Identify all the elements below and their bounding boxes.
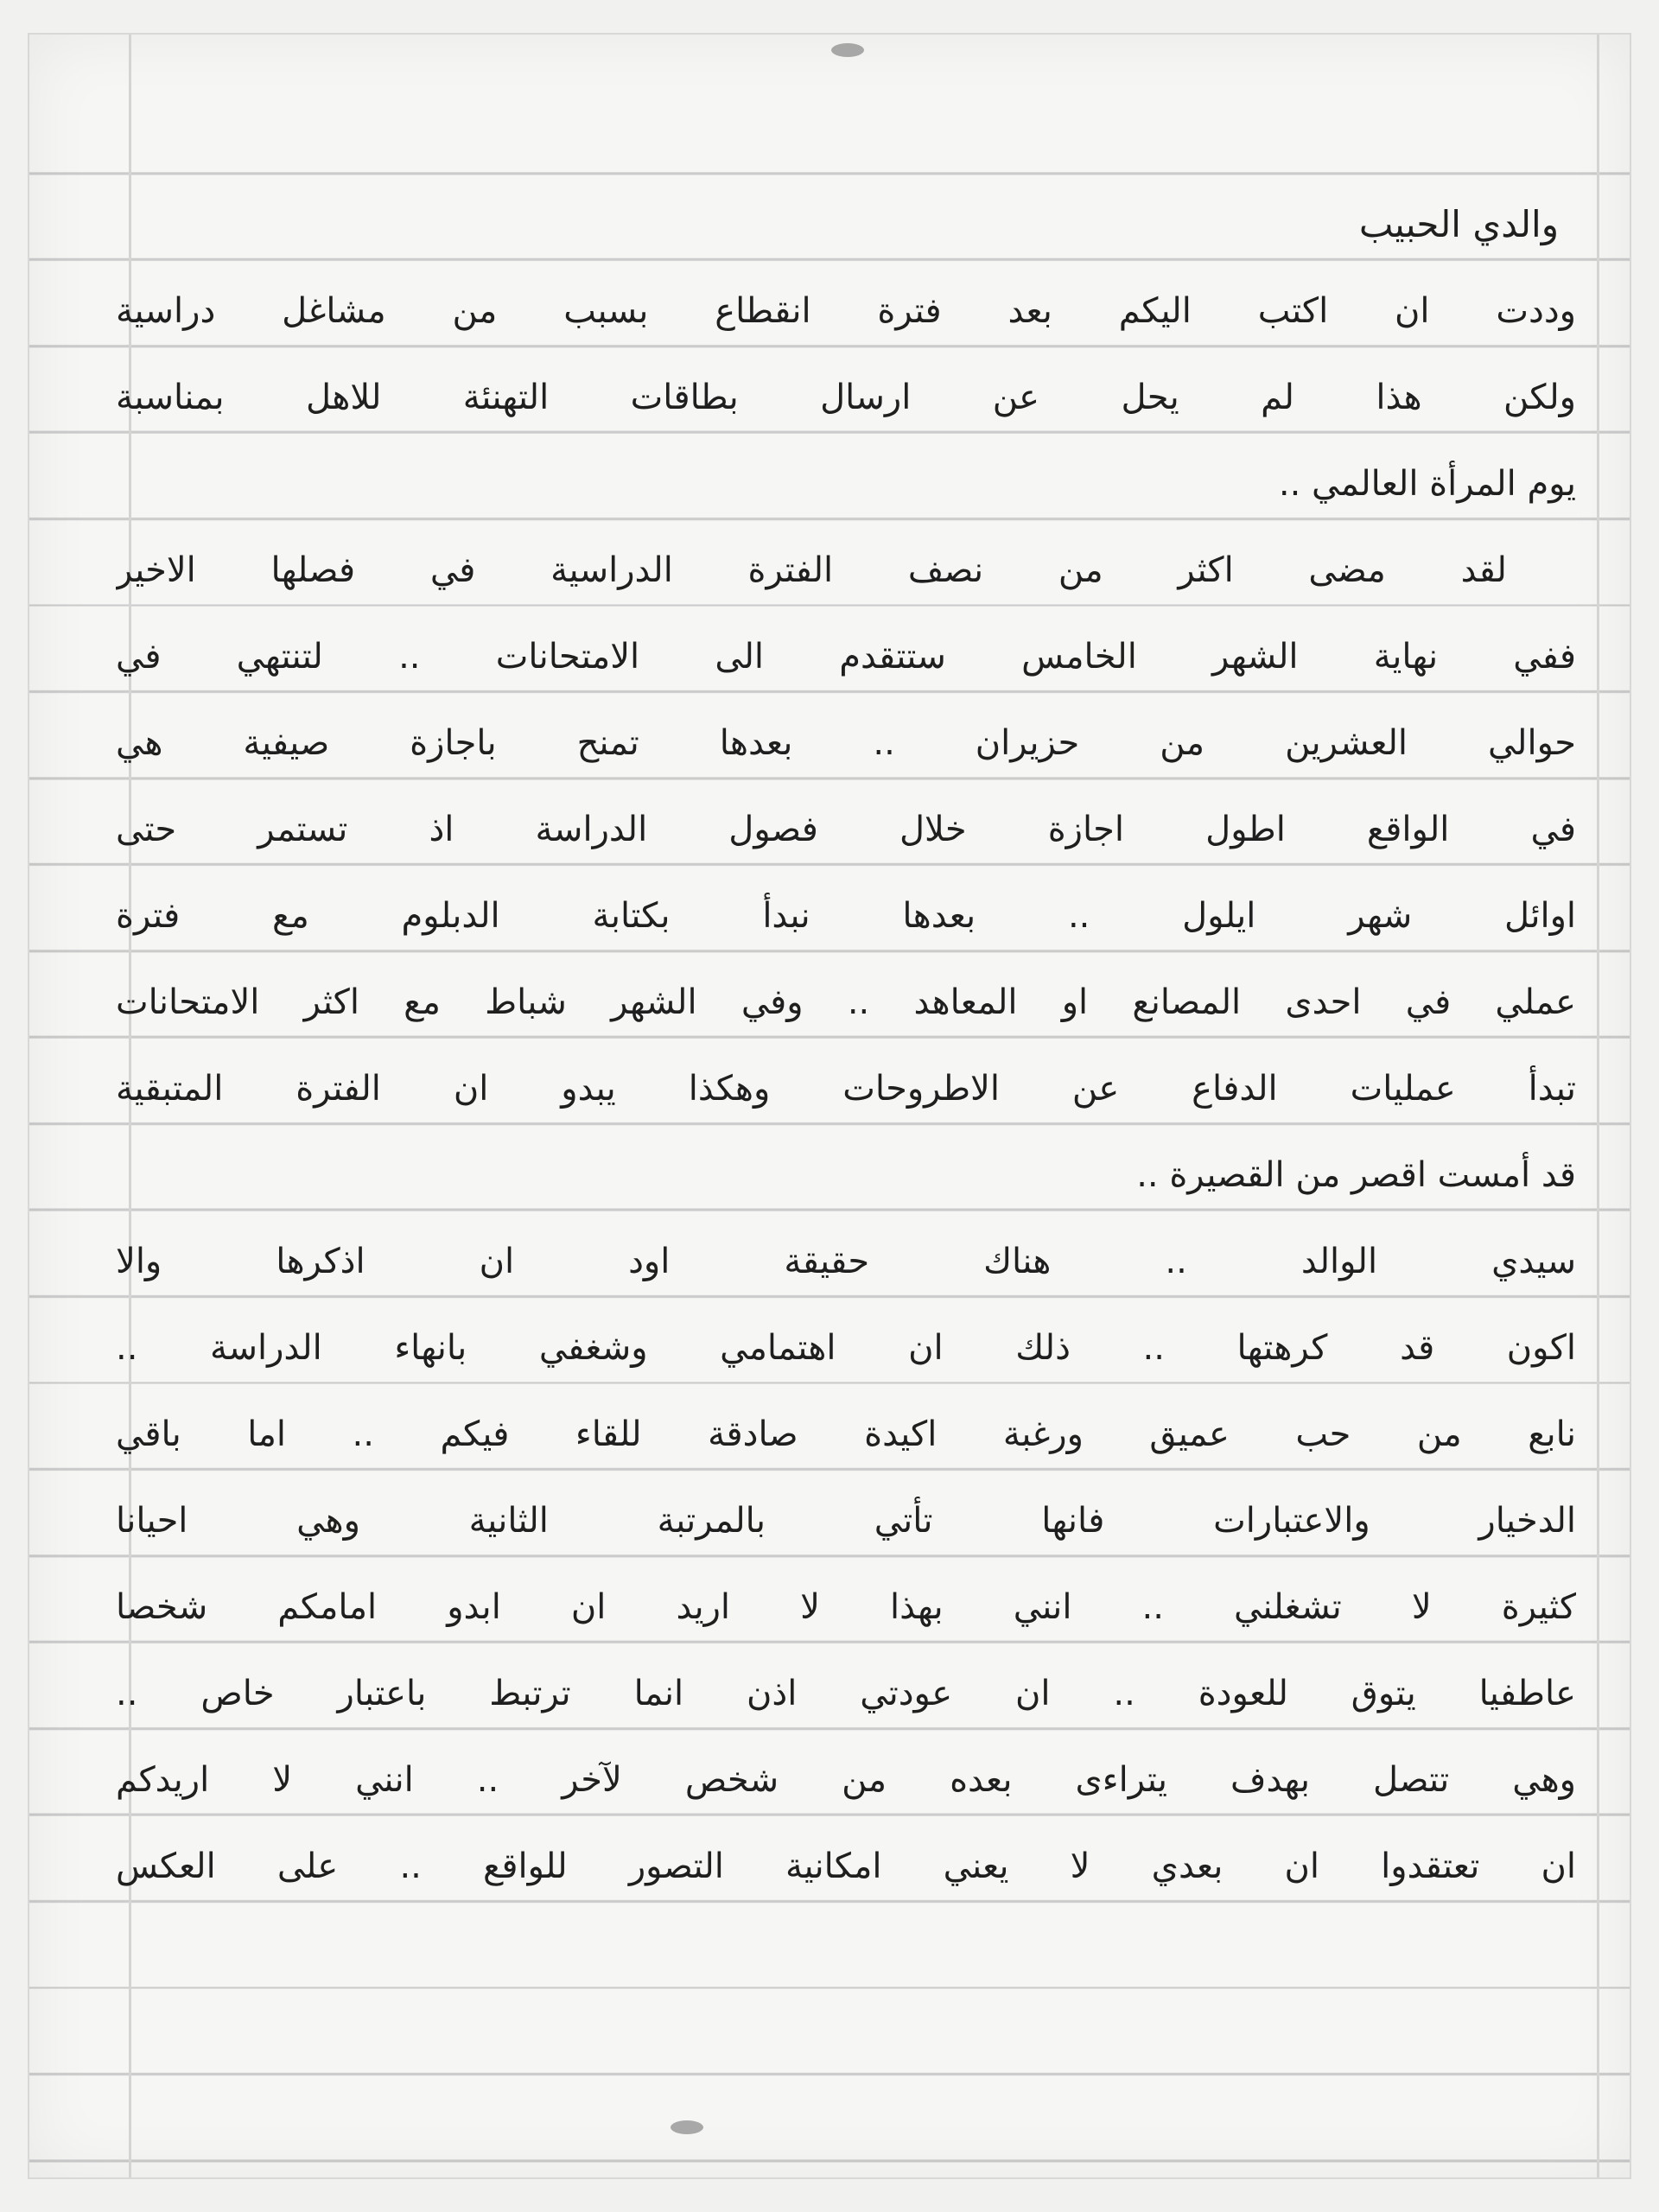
letter-line: ولكن هذا لم يحل عن ارسال بطاقات التهنئة للاهل بمناسبة [116, 378, 1576, 417]
letter-line: قد أمست اقصر من القصيرة .. [1136, 1155, 1576, 1195]
letter-line: لقد مضى اكثر من نصف الفترة الدراسية في فصلها الاخير [116, 550, 1507, 590]
letter-line: عاطفيا يتوق للعودة .. ان عودتي اذن انما ترتبط باعتبار خاص .. [116, 1674, 1576, 1713]
letter-line: وهي تتصل بهدف يتراءى بعده من شخص لآخر .. انني لا اريدكم [116, 1760, 1576, 1800]
letter-line: ان تعتقدوا ان بعدي لا يعني امكانية التصور للواقع .. على العكس [116, 1847, 1576, 1886]
letter-line: اوائل شهر ايلول .. بعدها نبدأ بكتابة الدبلوم مع فترة [116, 896, 1576, 936]
letter-line: اكون قد كرهتها .. ذلك ان اهتمامي وشغفي بانهاء الدراسة .. [116, 1328, 1576, 1368]
letter-line: حوالي العشرين من حزيران .. بعدها تمنح باجازة صيفية هي [116, 723, 1576, 763]
binding-hole [831, 43, 864, 57]
binding-hole [671, 2120, 703, 2134]
letter-salutation: والدي الحبيب [1358, 203, 1559, 245]
letter-line: وددت ان اكتب اليكم بعد فترة انقطاع بسبب من مشاغل دراسية [116, 291, 1576, 331]
handwritten-letter [116, 181, 1576, 1910]
letter-line: عملي في احدى المصانع او المعاهد .. وفي الشهر شباط مع اكثر الامتحانات [116, 982, 1576, 1022]
letter-line: ففي نهاية الشهر الخامس ستتقدم الى الامتحانات .. لتنتهي في [116, 637, 1576, 677]
notebook-page [29, 35, 1630, 2177]
letter-line: يوم المرأة العالمي .. [1278, 464, 1576, 504]
letter-line: في الواقع اطول اجازة خلال فصول الدراسة اذ تستمر حتى [116, 810, 1576, 849]
letter-line: سيدي الوالد .. هناك حقيقة اود ان اذكرها والا [116, 1242, 1576, 1281]
right-margin-line [1597, 35, 1599, 2177]
letter-line: تبدأ عمليات الدفاع عن الاطروحات وهكذا يبدو ان الفترة المتبقية [116, 1069, 1576, 1109]
letter-line: الدخيار والاعتبارات فانها تأتي بالمرتبة الثانية وهي احيانا [116, 1501, 1576, 1541]
letter-line: نابع من حب عميق ورغبة اكيدة صادقة للقاء فيكم .. اما باقي [116, 1414, 1576, 1454]
letter-line: كثيرة لا تشغلني .. انني بهذا لا اريد ان ابدو امامكم شخصا [116, 1587, 1576, 1627]
